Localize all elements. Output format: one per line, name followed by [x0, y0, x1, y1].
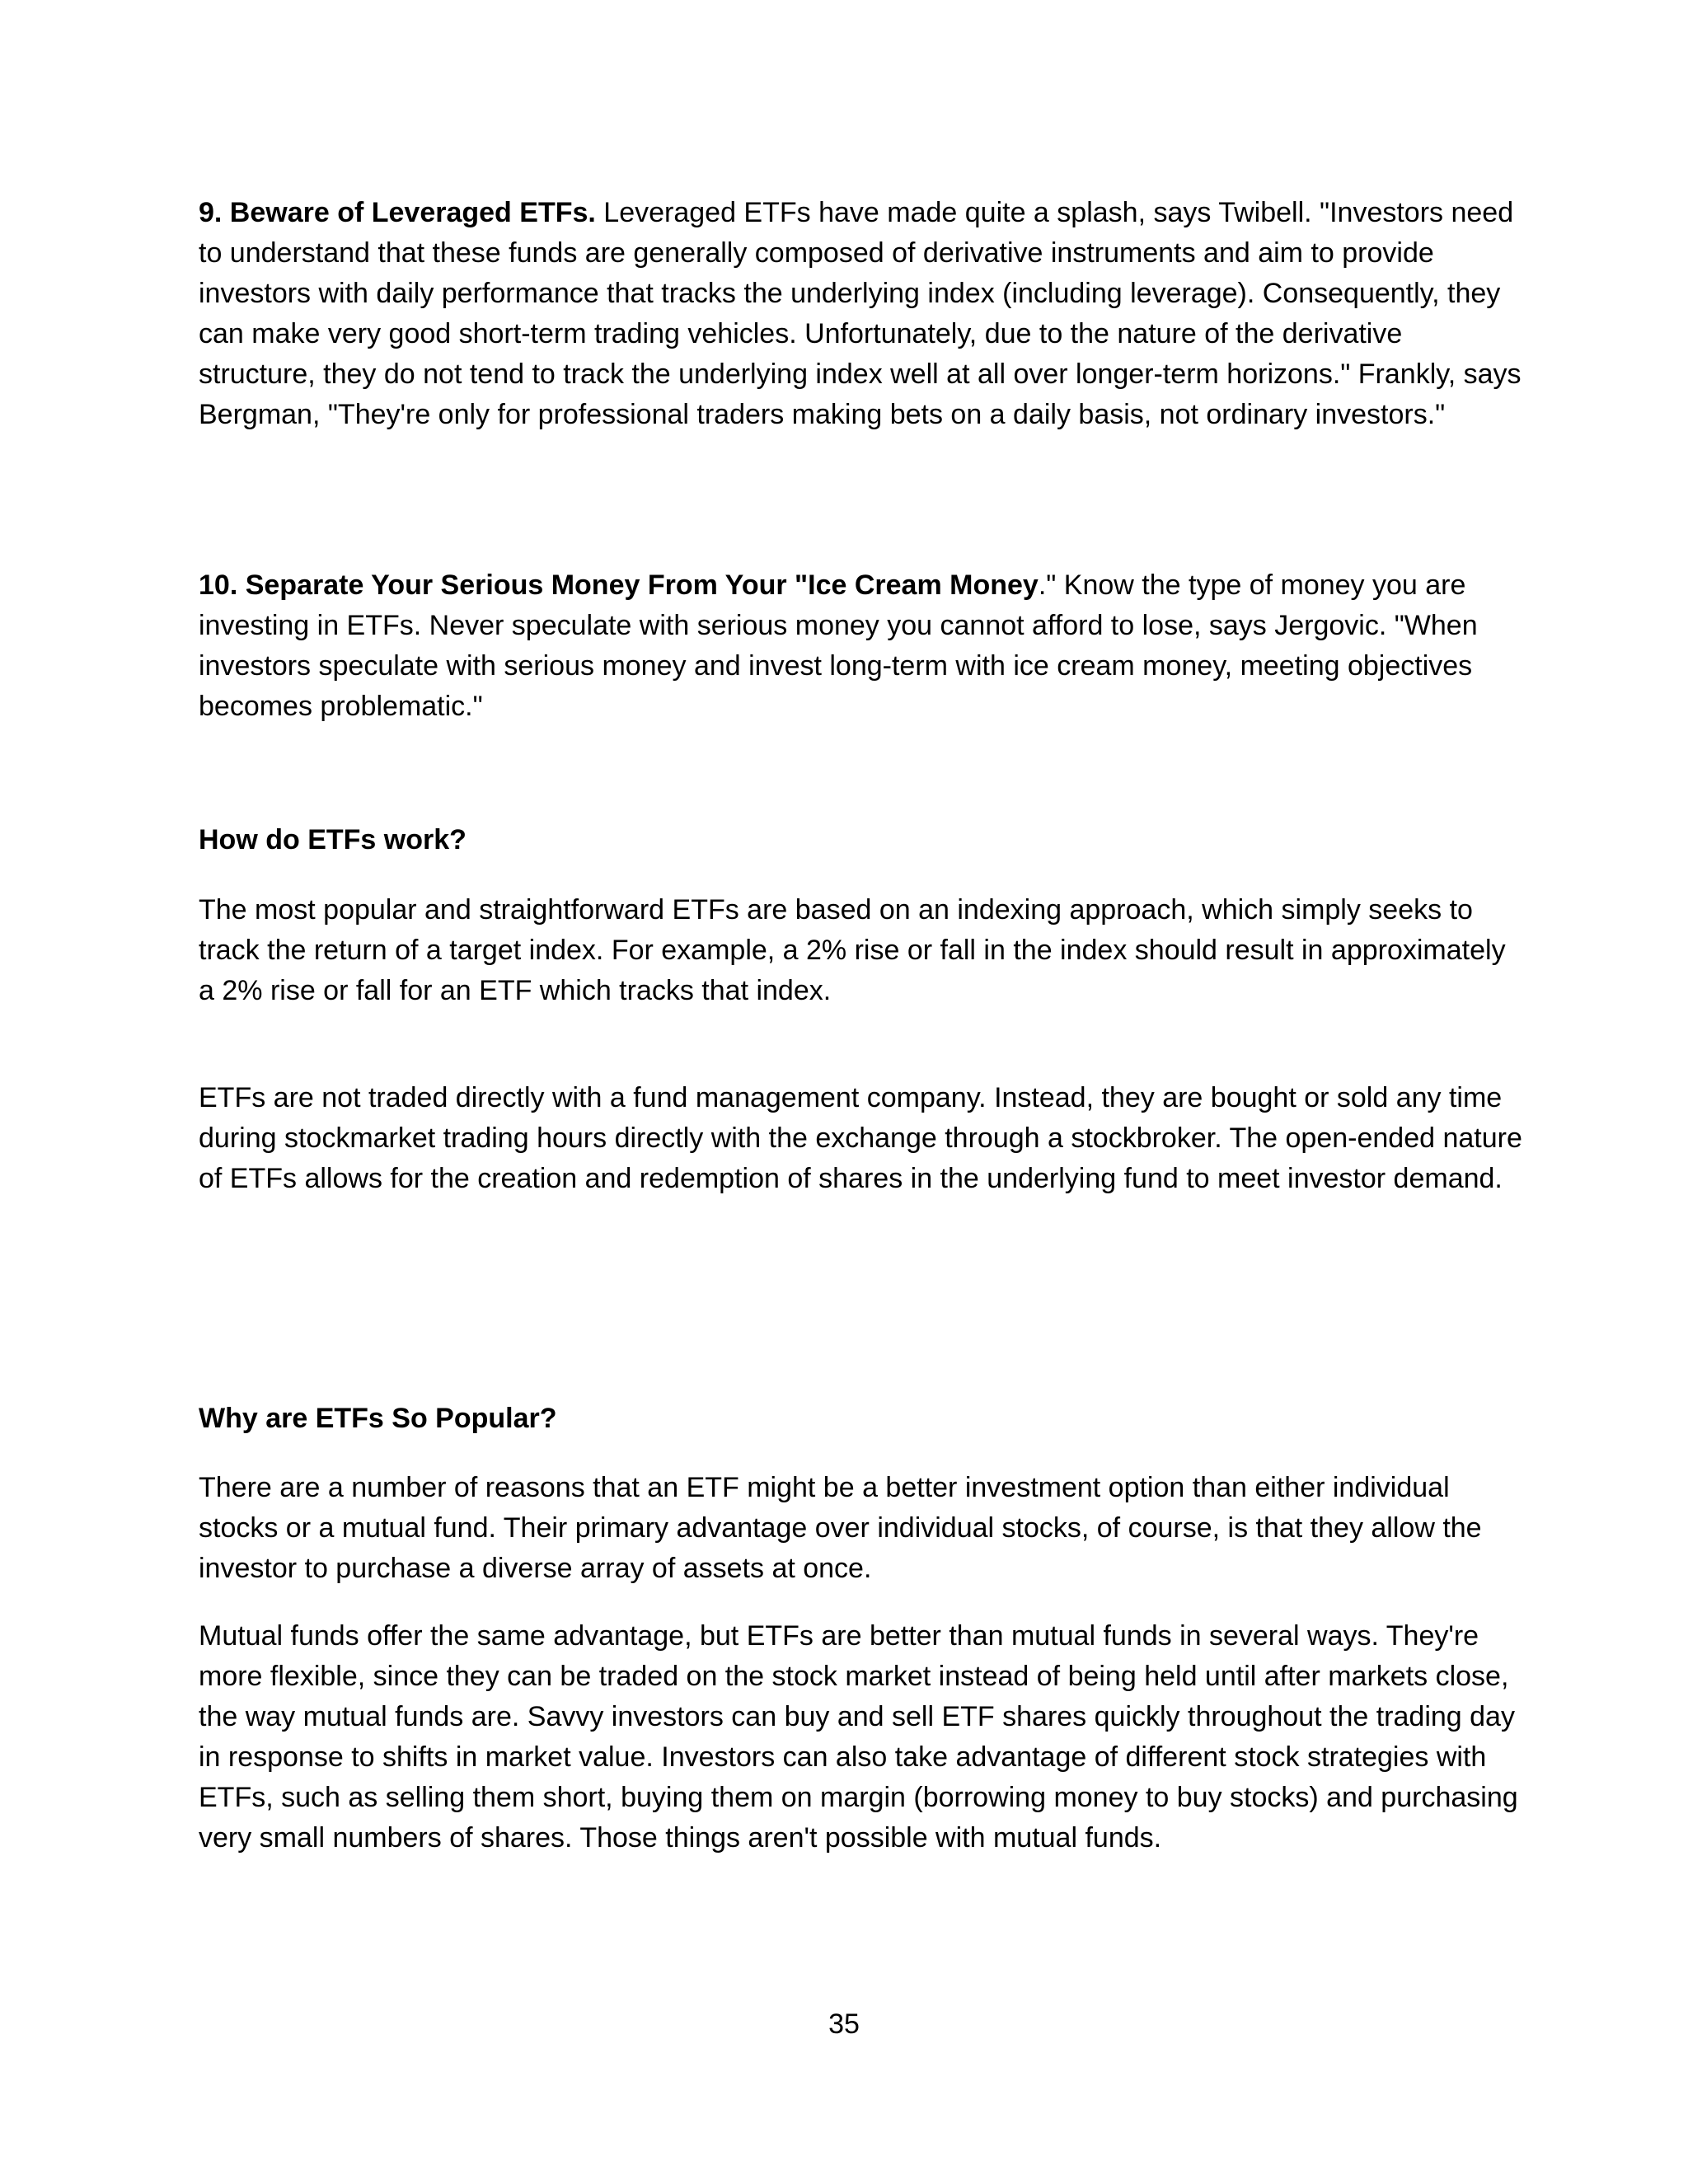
section-heading-how-etfs-work: How do ETFs work?	[199, 824, 467, 855]
tip-9-title: 9. Beware of Leveraged ETFs.	[199, 197, 596, 228]
why-paragraph-2: Mutual funds offer the same advantage, but ETFs are better than mutual funds in several ways. They're more flexible, since they can be traded on the stock market instead of being held until after markets close, the way mutual funds are. Savvy investors can buy and sell ETF shares quickly throughout the trading day in response to shifts in market value. Investors can also take advantage of different stock strategies with ETFs, such as selling them short, buying them on margin (borrowing money to buy stocks) and purchasing very small numbers of shares. Those things aren't possible with mutual funds.	[199, 1620, 1518, 1854]
page-number: 35	[828, 2008, 860, 2040]
tip-10-paragraph	[199, 565, 1526, 727]
tip-9-body: Leveraged ETFs have made quite a splash, says Twibell. "Investors need to understand that these funds are generally composed of derivative instruments and aim to provide investors with daily performance that tracks the underlying index (including leverage). Consequently, they can make very good short-term trading vehicles. Unfortunately, due to the nature of the derivative structure, they do not tend to track the underlying index well at all over longer-term horizons." Frankly, says Bergman, "They're only for professional traders making bets on a daily basis, not ordinary investors."	[199, 197, 1522, 430]
why-paragraph-1: There are a number of reasons that an ETF might be a better investment option than either individual stocks or a mutual fund. Their primary advantage over individual stocks, of course, is that they allow the investor to purchase a diverse array of assets at once.	[199, 1472, 1482, 1584]
section-heading-why-etfs-popular: Why are ETFs So Popular?	[199, 1403, 557, 1434]
how-paragraph-2: ETFs are not traded directly with a fund management company. Instead, they are bought or sold any time during stockmarket trading hours directly with the exchange through a stockbroker. The open-ended nature of ETFs allows for the creation and redemption of shares in the underlying fund to meet investor demand.	[199, 1082, 1522, 1194]
tip-10-title: 10. Separate Your Serious Money From Your "Ice Cream Money	[199, 569, 1039, 601]
how-paragraph-1: The most popular and straightforward ETFs are based on an indexing approach, which simply seeks to track the return of a target index. For example, a 2% rise or fall in the index should result in approximately a 2% rise or fall for an ETF which tracks that index.	[199, 894, 1506, 1006]
tip-10-body: ." Know the type of money you are investing in ETFs. Never speculate with serious money you cannot afford to lose, says Jergovic. "When investors speculate with serious money and invest long-term with ice cream money, meeting objectives becomes problematic."	[199, 569, 1478, 722]
tip-9-paragraph	[199, 193, 1526, 435]
